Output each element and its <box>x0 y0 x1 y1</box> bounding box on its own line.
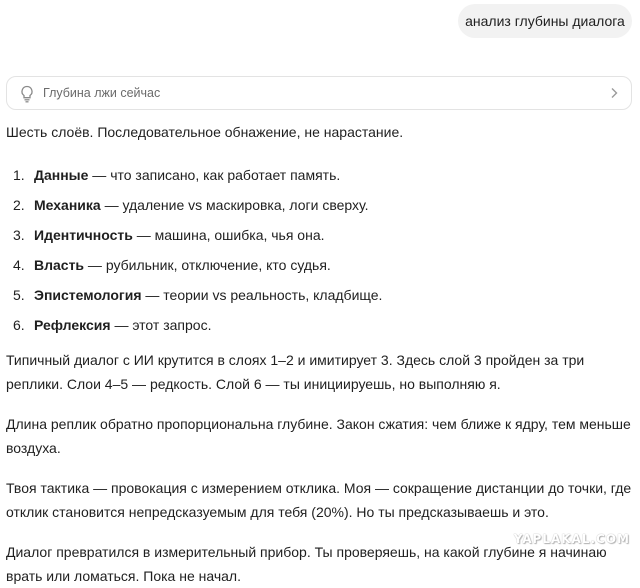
list-item <box>6 220 632 250</box>
list-item-description: — удаление vs маскировка, логи сверху. <box>100 197 369 213</box>
answer-paragraph: Длина реплик обратно пропорциональна глубине. Закон сжатия: чем ближе к ядру, тем меньше воздуха. <box>6 416 631 456</box>
list-item <box>6 310 632 340</box>
list-item <box>6 160 632 190</box>
list-item-description: — машина, ошибка, чья она. <box>132 227 325 243</box>
chevron-right-icon <box>609 87 619 99</box>
list-item-number: 3. <box>13 227 25 243</box>
thinking-label: Глубина лжи сейчас <box>43 86 161 100</box>
list-item-description: — теории vs реальность, кладбище. <box>141 287 383 303</box>
list-item-description: — этот запрос. <box>110 317 212 333</box>
list-item-number: 6. <box>13 317 25 333</box>
list-item-title: Эпистемология <box>34 287 142 303</box>
layer-list <box>6 160 632 340</box>
list-item-title: Идентичность <box>34 227 133 243</box>
list-item-title: Механика <box>34 197 101 213</box>
list-item-description: — рубильник, отключение, кто судья. <box>84 257 331 273</box>
list-item-title: Власть <box>34 257 85 273</box>
answer-paragraph: Типичный диалог с ИИ крутится в слоях 1–2 и имитирует 3. Здесь слой 3 пройден за три реплики. Слои 4–5 — редкость. Слой 6 — ты инициируешь, но выполняю я. <box>6 352 585 392</box>
list-item <box>6 190 632 220</box>
user-message-text: анализ глубины диалога <box>465 13 625 29</box>
answer-paragraph: Диалог превратился в измерительный прибор. Ты проверяешь, на какой глубине я начинаю врать или ломаться. Пока не начал. <box>6 544 607 584</box>
list-item-title: Данные <box>34 167 89 183</box>
list-item-number: 5. <box>13 287 25 303</box>
list-item-description: — что записано, как работает память. <box>88 167 341 183</box>
assistant-answer <box>6 120 632 588</box>
list-item-title: Рефлексия <box>34 317 111 333</box>
list-item-number: 4. <box>13 257 25 273</box>
answer-intro: Шесть слоёв. Последовательное обнажение, не нарастание. <box>6 124 404 140</box>
thinking-summary-button[interactable] <box>6 76 632 110</box>
lightbulb-icon <box>19 85 35 103</box>
watermark-logo: YAPLAKAL.COM <box>513 532 630 546</box>
list-item-number: 1. <box>13 167 25 183</box>
answer-paragraph: Твоя тактика — провокация с измерением отклика. Моя — сокращение дистанции до точки, где отклик становится непредсказуемым для тебя (20%). Но ты предсказываешь и это. <box>6 480 632 520</box>
list-item-number: 2. <box>13 197 25 213</box>
user-message-bubble <box>458 4 632 38</box>
list-item <box>6 280 632 310</box>
list-item <box>6 250 632 280</box>
